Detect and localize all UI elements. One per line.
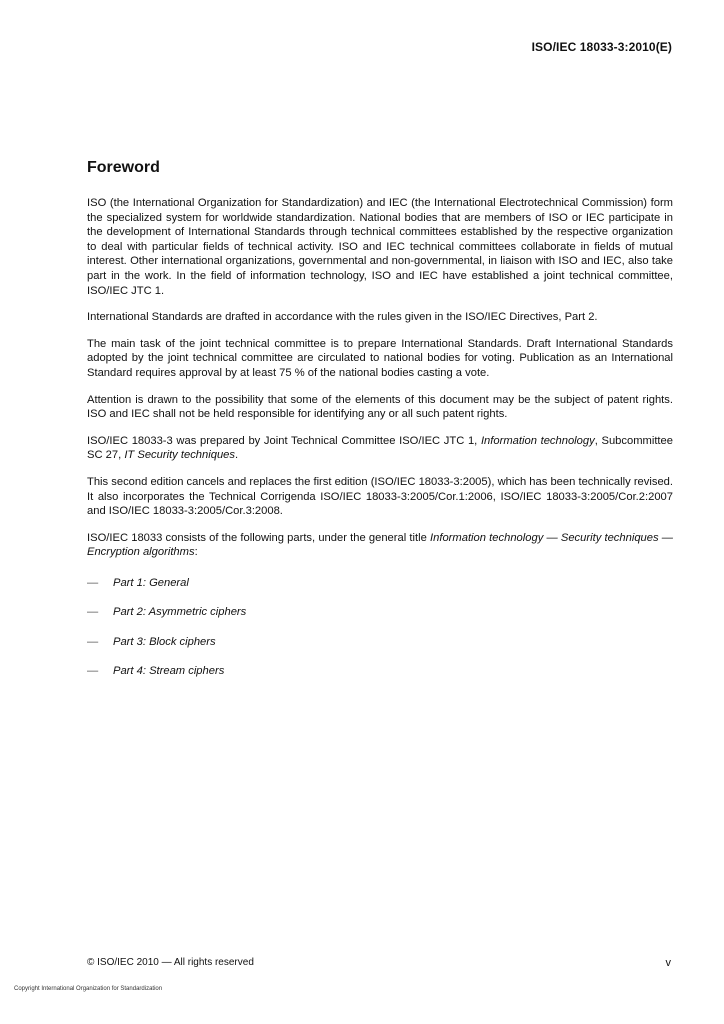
paragraph-prepared-by — [87, 434, 673, 463]
page-number: v — [665, 957, 671, 969]
copyright-notice: Copyright International Organization for Standardization — [14, 986, 163, 992]
document-identifier: ISO/IEC 18033-3:2010(E) — [531, 40, 672, 54]
paragraph-main-task: The main task of the joint technical committee is to prepare International Standards. Draft International Standards adopted by the joint technical committee are circulated to national bodies for voting. Publication as an International Standard requires approval by at least 75 % of the national bodies casting a vote. — [87, 337, 673, 379]
paragraph-iso-iec: ISO (the International Organization for Standardization) and IEC (the International Electrotechnical Commission) form the specialized system for worldwide standardization. National bodies that are members of ISO or IEC participate in the development of International Standards through technical committees established by the respective organization to deal with particular fields of technical activity. ISO and IEC technical committees collaborate in fields of mutual interest. Other international organizations, governmental and non-governmental, in liaison with ISO and IEC, also take part in the work. In the field of information technology, ISO and IEC have established a joint technical committee, ISO/IEC JTC 1. — [87, 197, 673, 297]
list-item — [87, 635, 673, 650]
part-label: Part 2: Asymmetric ciphers — [113, 606, 247, 619]
parts-intro-colon: : — [194, 546, 198, 559]
foreword-section — [87, 158, 673, 693]
part-label: Part 1: General — [113, 576, 189, 589]
prepared-by-subcommittee: , Subcommittee SC 27, — [87, 434, 673, 462]
dash-bullet: — — [87, 635, 99, 648]
list-item — [87, 576, 673, 591]
parts-general-title: Information technology — Security techniques — Encryption algorithms — [87, 531, 673, 559]
list-item — [87, 605, 673, 620]
footer-copyright: © ISO/IEC 2010 — All rights reserved — [87, 957, 254, 968]
paragraph-parts-intro — [87, 531, 673, 560]
dash-bullet: — — [87, 665, 99, 678]
parts-intro-text: ISO/IEC 18033 consists of the following parts, under the general title — [87, 531, 431, 544]
prepared-by-subcommittee-title: IT Security techniques — [124, 449, 235, 462]
prepared-by-committee-title: Information technology — [480, 434, 595, 447]
prepared-by-text: ISO/IEC 18033-3 was prepared by Joint Technical Committee ISO/IEC JTC 1, — [87, 434, 481, 447]
dash-bullet: — — [87, 606, 99, 619]
part-label: Part 4: Stream ciphers — [113, 665, 225, 678]
paragraph-second-edition: This second edition cancels and replaces the first edition (ISO/IEC 18033-3:2005), which has been technically revised. It also incorporates the Technical Corrigenda ISO/IEC 18033-3:2005/Cor.1:2006, ISO/IEC 18033-3:2005/Cor.2:2007 and ISO/IEC 18033-3:2005/Cor.3:2008. — [87, 475, 673, 518]
part-label: Part 3: Block ciphers — [113, 635, 216, 648]
paragraph-patent-rights: Attention is drawn to the possibility that some of the elements of this document may be the subject of patent rights. ISO and IEC shall not be held responsible for identifying any or all such patent rights. — [87, 393, 673, 421]
parts-list — [87, 576, 673, 679]
paragraph-directives: International Standards are drafted in accordance with the rules given in the ISO/IEC Directives, Part 2. — [87, 311, 598, 324]
prepared-by-period: . — [235, 449, 239, 462]
foreword-title: Foreword — [87, 159, 160, 176]
dash-bullet: — — [87, 576, 99, 589]
list-item — [87, 664, 673, 679]
